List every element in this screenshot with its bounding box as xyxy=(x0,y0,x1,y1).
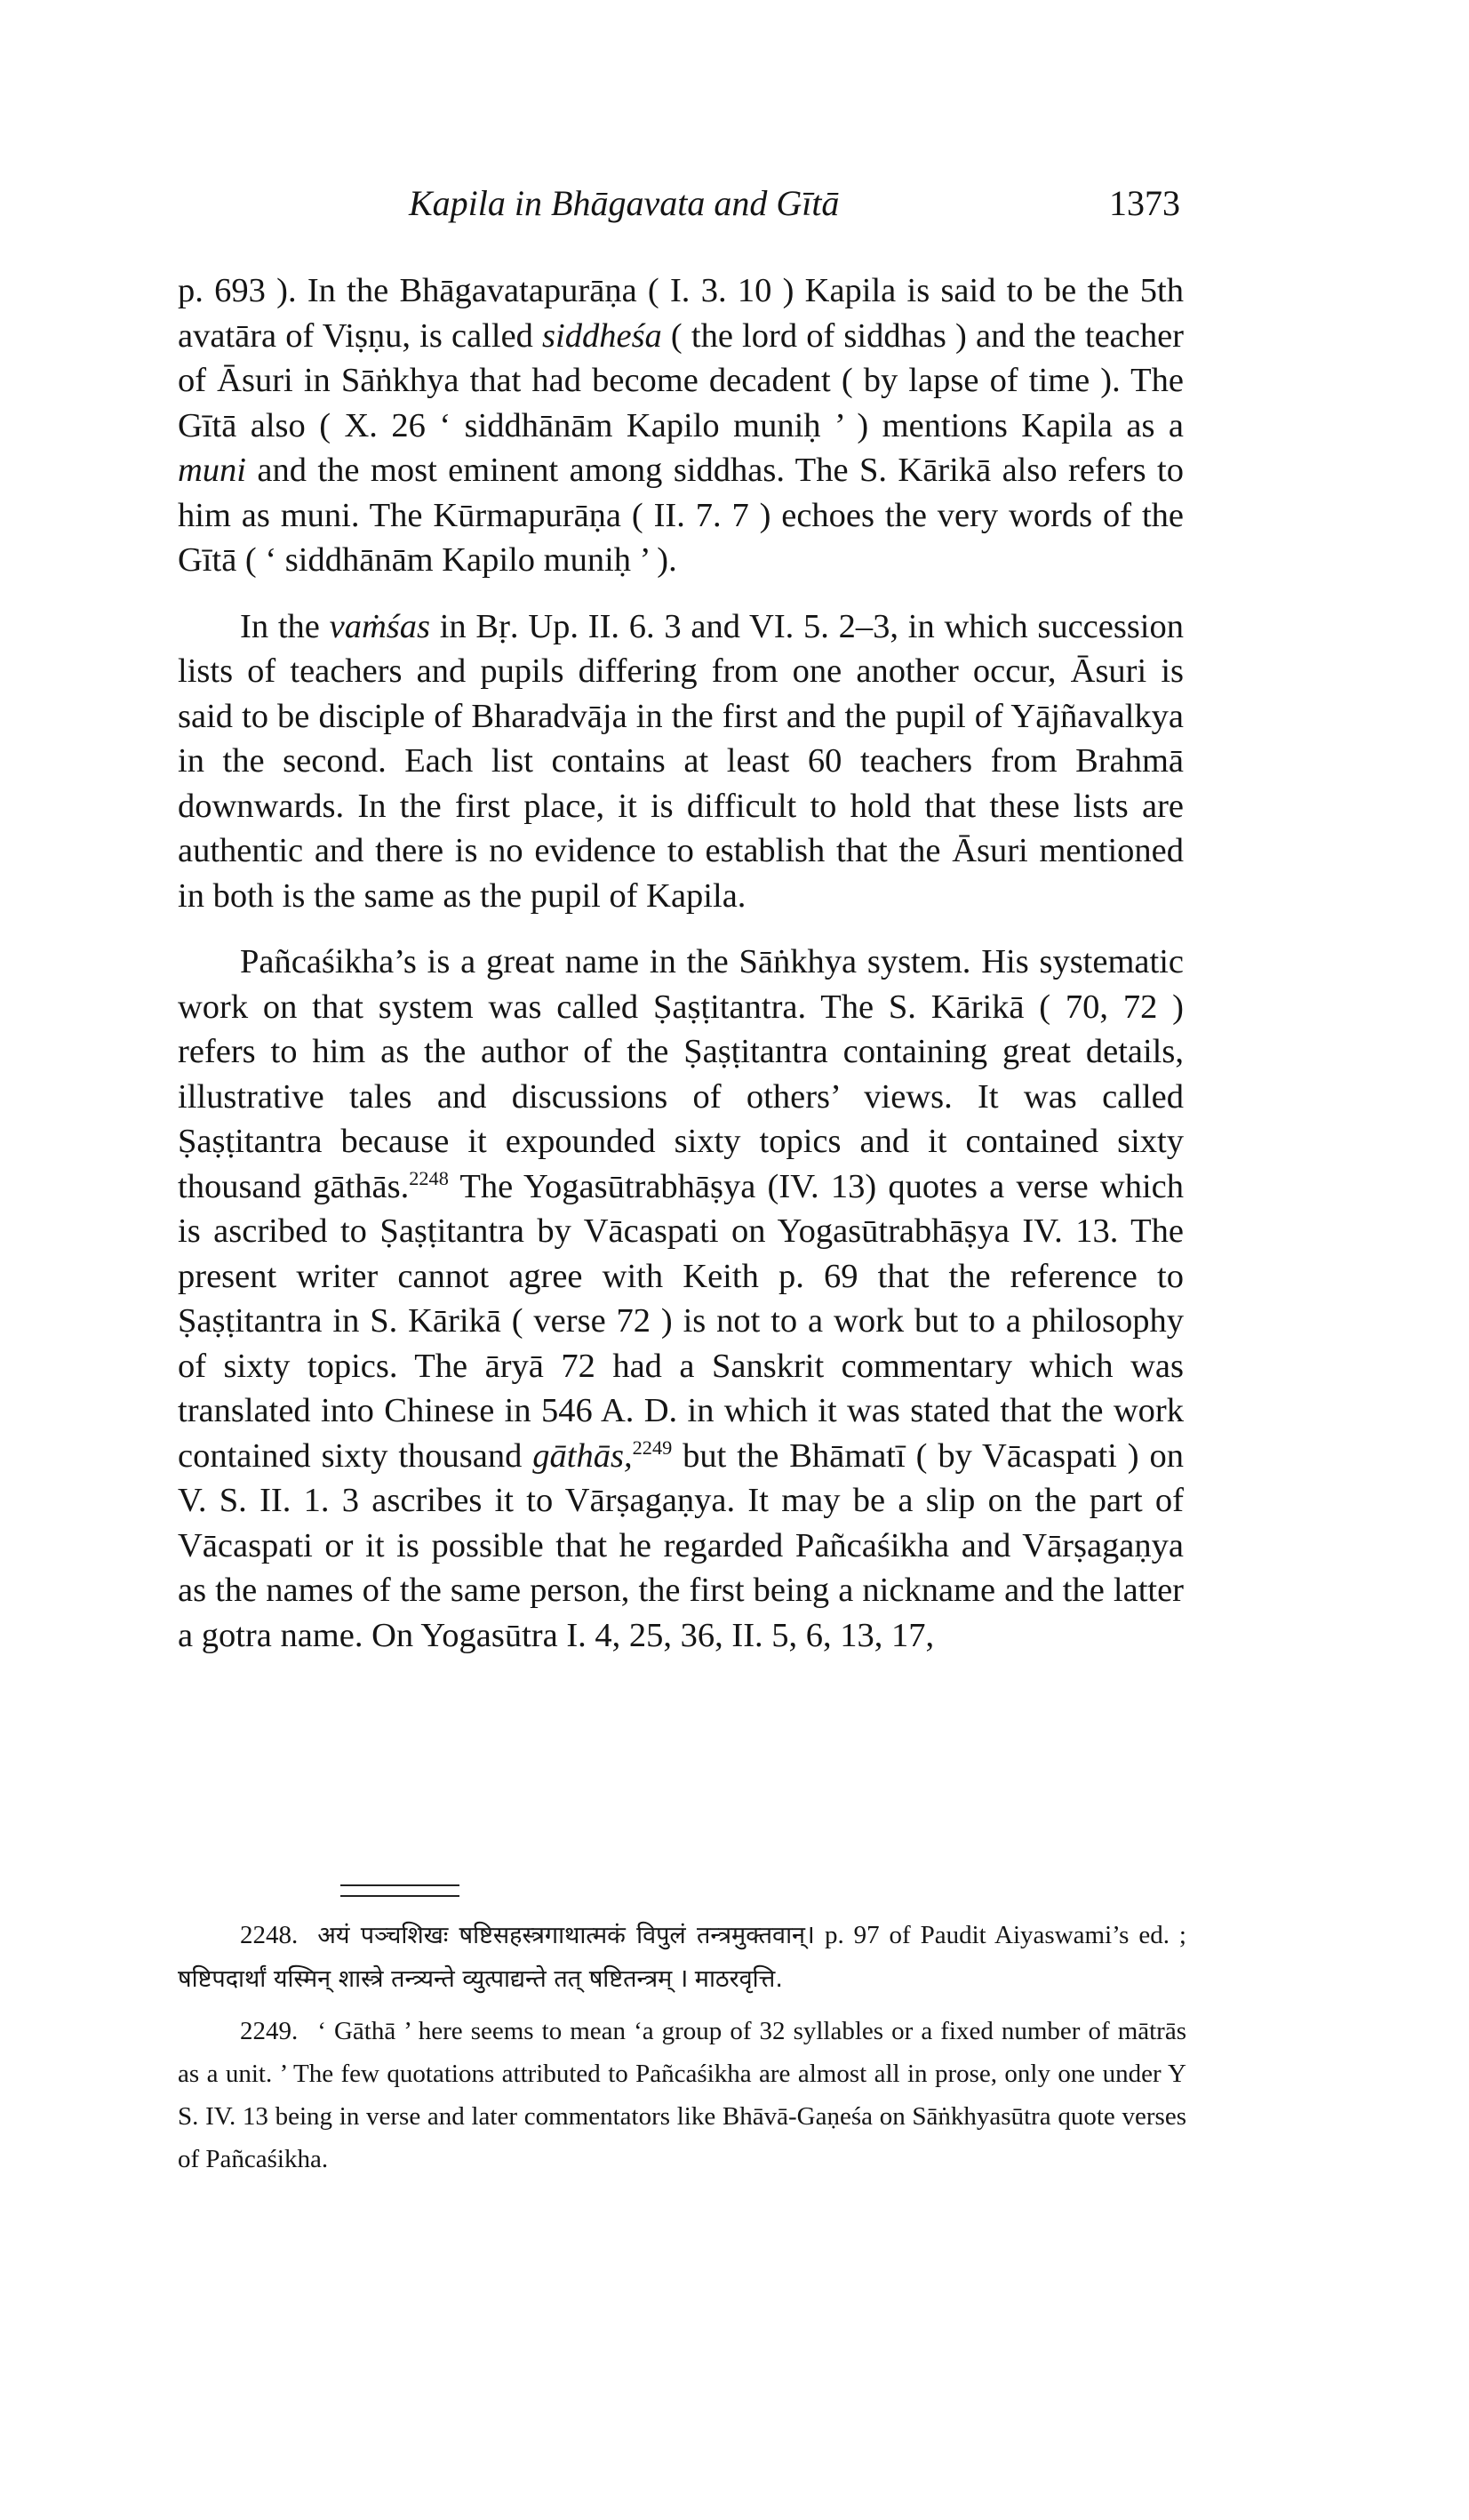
italic-term: siddheśa xyxy=(542,316,662,355)
running-head xyxy=(178,182,1191,227)
separator-line xyxy=(340,1895,459,1897)
footnote-ref-2249[interactable]: 2249 xyxy=(632,1436,673,1459)
italic-term: muni xyxy=(178,452,246,489)
page-number: 1373 xyxy=(1109,183,1180,223)
main-text xyxy=(178,268,1184,1658)
devanagari-text: षष्टिपदार्थां यस्मिन् शास्त्रे तन्त्र्यन्ते व्युत्पाद्यन्ते तत् षष्टितन्त्रम् xyxy=(178,1965,673,1993)
devanagari-text: अयं पञ्चशिखः षष्टिसहस्त्रगाथात्मकं विपुलं तन्त्रमुक्तवान् xyxy=(317,1922,806,1949)
footnotes xyxy=(178,1914,1186,2180)
paragraph-3: Pañcaśikha’s is a great name in the Sāṅkhya system. His systematic work on that system was called Ṣaṣṭitantra. The S. Kārikā ( 70, 72 ) refers to him as the author of the Ṣaṣṭitantra containing great details, illustrative tales and discussions of others’ views. It was called Ṣaṣṭitantra because it expounded sixty topics and it contained sixty thousand gāthās.$^{2248}$ The Yogasūtrabhāṣya (IV. 13) quotes a verse which is ascribed to Ṣaṣṭitantra by Vācaspati on Yogasūtrabhāṣya IV. 13. The present writer cannot agree with Keith p. 69 that the reference to Ṣaṣṭitantra in S. Kārikā ( verse 72 ) is not to a work but to a philosophy of sixty topics. The āryā 72 had a Sanskrit commentary which was translated into Chinese in 546 A. D. in which it was stated that the work contained sixty thousand gāthās,$^{2249}$ but the Bhāmatī ( by Vācaspati ) on V. S. II. 1. 3 ascribes it to Vārṣagaṇya. It may be a slip on the part of Vācaspati or it is possible that he regarded Pañcaśikha and Vārṣagaṇya as the names of the same person, the first being a nickname and the latter a gotra name. On Yogasūtra I. 4, 25, 36, II. 5, 6, 13, 17, xyxy=(178,943,1184,1654)
footnote-2249 xyxy=(178,2010,1186,2180)
running-head-title: Kapila in Bhāgavata and Gītā xyxy=(409,183,840,223)
italic-term: vaṁśas xyxy=(329,607,430,645)
footnote-ref-2248[interactable]: 2248 xyxy=(409,1166,449,1189)
footnote-text: ‘ Gāthā ’ here seems to mean ‘a group of 32 syllables or a fixed number of mātrās as a unit. ’ The few quotations attributed to Pañcaśikha are almost all in prose, only one under Y S. IV. 13 being in verse and later commentators like Bhāvā-Gaṇeśa on Sāṅkhyasūtra quote verses of Pañcaśikha. xyxy=(178,2017,1186,2173)
paragraph-2: In the vaṁśas in Bṛ. Up. II. 6. 3 and VI. 5. 2–3, in which succession lists of teachers and pupils differing from one another occur, Āsuri is said to be disciple of Bharadvāja in the first and the pupil of Yājñavalkya in the second. Each list contains at least 60 teachers from Brahmā downwards. In the first place, it is difficult to hold that these lists are authentic and there is no evidence to establish that the Āsuri mentioned in both is the same as the pupil of Kapila. xyxy=(178,607,1185,915)
devanagari-text: माठरवृत्ति. xyxy=(694,1965,783,1993)
italic-term: gāthās, xyxy=(532,1436,633,1475)
paragraph-1: p. 693 ). In the Bhāgavatapurāṇa ( I. 3. 10 ) Kapila is said to be the 5th avatāra of Viṣṇu, is called siddheśa ( the lord of siddhas ) and the teacher of Āsuri in Sāṅkhya that had become decadent ( by lapse of time ). The Gītā also ( X. 26 ‘ siddhānām Kapilo muniḥ ’ ) mentions Kapila as a muni and the most eminent among siddhas. The S. Kārikā also refers to him as muni. The Kūrmapurāṇa ( II. 7. 7 ) echoes the very words of the Gītā ( ‘ siddhānām Kapilo muniḥ ’ ). xyxy=(178,272,1184,579)
footnote-number: 2249. xyxy=(240,2017,299,2045)
footnote-2248: 2248. अयं पञ्चशिखः षष्टिसहस्त्रगाथात्मकं विपुलं तन्त्रमुक्तवान्। p. 97 of Paudit Aiyaswami’s ed. ; षष्टिपदार्थां यस्मिन् शास्त्रे तन्त्र्यन्ते व्युत्पाद्यन्ते तत् षष्टितन्त्रम् । माठरवृत्ति. xyxy=(178,1921,1186,1993)
footnote-number: 2248. xyxy=(240,1921,299,1949)
separator-line xyxy=(340,1884,459,1886)
